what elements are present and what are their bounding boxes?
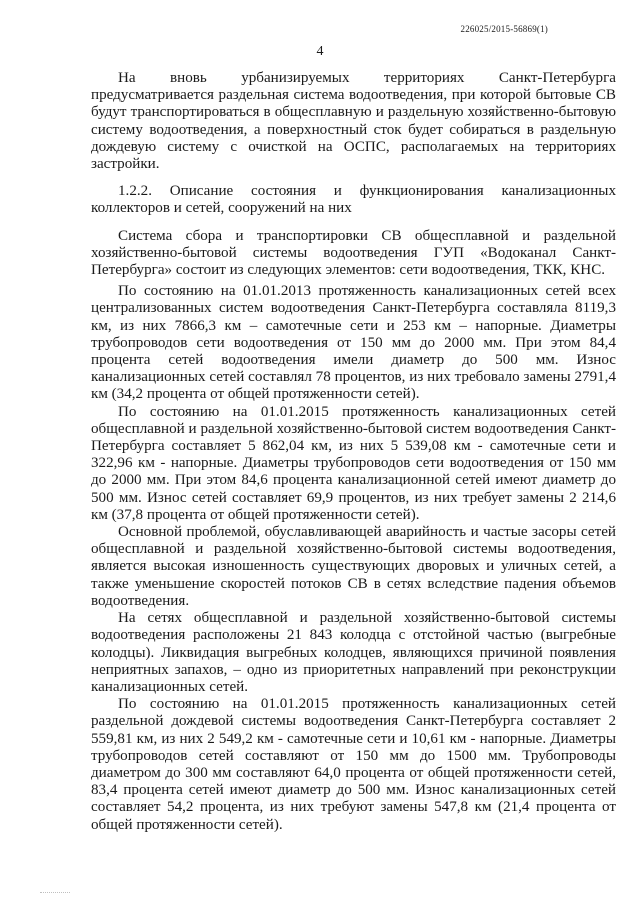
document-body bbox=[91, 70, 616, 834]
page-number: 4 bbox=[316, 44, 324, 59]
document-id: 226025/2015-56869(1) bbox=[460, 24, 548, 34]
paragraph-cesspool-wells: На сетях общесплавной и раздельной хозяйственно-бытовой системы водоотведения расположены 21 843 колодца с отстойной частью (выгребные колодцы). Ликвидация выгребных колодцев, являющихся причиной появления неприятных запахов, – одно из приоритетных направлений при реконструкции канализационных сетей. bbox=[91, 610, 616, 695]
paragraph-status-2013: По состоянию на 01.01.2013 протяженность канализационных сетей всех централизованных систем водоотведения Санкт-Петербурга составляла 8119,3 км, из них 7866,3 км – самотечные сети и 253 км – напорные. Диаметры трубопроводов сети водоотведения от 150 мм до 2000 мм. При этом 84,4 процента сетей водоотведения имели диаметр до 500 мм. Износ канализационных сетей составлял 78 процентов, из них требовало замены 2791,4 км (34,2 процента от общей протяженности сетей). bbox=[91, 283, 616, 403]
paragraph-status-2015-stormwater: По состоянию на 01.01.2015 протяженность канализационных сетей раздельной дождевой системы водоотведения Санкт-Петербурга составляет 2 559,81 км, из них 2 549,2 км - самотечные сети и 10,61 км - напорные. Диаметры трубопроводов сетей составляют от 150 мм до 1500 мм. Трубопроводы диаметром до 300 мм составляют 64,0 процента от общей протяженности сетей, 83,4 процента сетей имеют диаметр до 500 мм. Износ канализационных сетей составляет 54,2 процента, из них требуют замены 547,8 км (21,4 процента от общей протяженности сетей). bbox=[91, 696, 616, 833]
scan-artifact bbox=[40, 886, 70, 893]
paragraph-main-problem: Основной проблемой, обуславливающей аварийность и частые засоры сетей общесплавной и раздельной хозяйственно-бытовой системы водоотведения, является высокая изношенность существующих дворовых и уличных сетей, а также уменьшение скоростей потоков СВ в сетях вследствие падения объемов водоотведения. bbox=[91, 524, 616, 609]
paragraph-status-2015-combined: По состоянию на 01.01.2015 протяженность канализационных сетей общесплавной и раздельной хозяйственно-бытовой систем водоотведения Санкт-Петербурга составляет 5 862,04 км, из них 5 539,08 км - самотечные сети и 322,96 км - напорные. Диаметры трубопроводов сети водоотведения от 150 мм до 2000 мм. При этом 84,6 процента канализационной сетей имеют диаметр до 500 мм. Износ сетей составляет 69,9 процентов, из них требует замены 2 214,6 км (37,8 процента от общей протяженности сетей). bbox=[91, 403, 616, 523]
paragraph-system-elements: Система сбора и транспортировки СВ общесплавной и раздельной хозяйственно-бытовой системы водоотведения ГУП «Водоканал Санкт-Петербурга» состоит из следующих элементов: сети водоотведения, ТКК, КНС. bbox=[91, 227, 616, 279]
paragraph-urbanized-territories: На вновь урбанизируемых территориях Санкт-Петербурга предусматривается раздельная система водоотведения, при которой бытовые СВ будут транспортироваться в общесплавную и раздельную хозяйственно-бытовую систему водоотведения, а поверхностный сток будет собираться в раздельную дождевую систему с очисткой на ОСПС, располагаемых на территориях застройки. bbox=[91, 70, 616, 173]
section-heading-1-2-2: 1.2.2. Описание состояния и функционирования канализационных коллекторов и сетей, сооружений на них bbox=[91, 183, 616, 217]
